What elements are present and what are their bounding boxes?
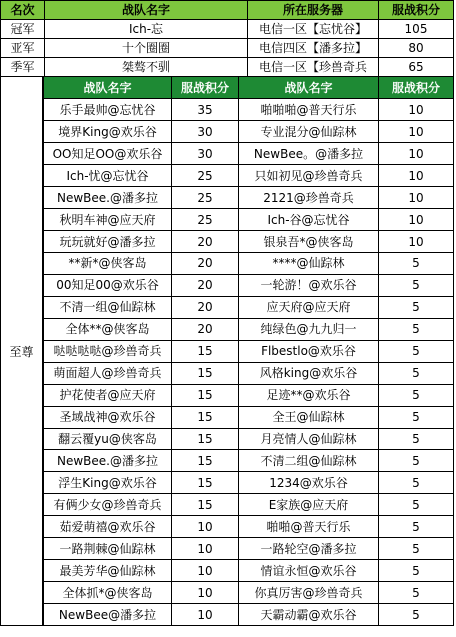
score-cell: 5 bbox=[379, 362, 454, 384]
zhizun-row bbox=[44, 604, 454, 626]
top-header-row bbox=[1, 1, 454, 20]
team-name-cell: 天霸动霸@欢乐谷 bbox=[239, 604, 379, 626]
team-name-cell: 玩玩就好@潘多拉 bbox=[44, 231, 172, 253]
score-cell: 20 bbox=[172, 274, 239, 296]
team-name-cell: 护花使者@应天府 bbox=[44, 384, 172, 406]
zhizun-row bbox=[44, 494, 454, 516]
score-cell: 5 bbox=[379, 253, 454, 275]
score-cell: 15 bbox=[172, 450, 239, 472]
team-name-cell: NewBee。@潘多拉 bbox=[239, 143, 379, 165]
team-name-cell: 萌面超人@珍兽奇兵 bbox=[44, 362, 172, 384]
team-name-cell: ****@仙踪林 bbox=[239, 253, 379, 275]
score-cell: 10 bbox=[379, 209, 454, 231]
server-cell: 电信一区【珍兽奇兵 bbox=[248, 58, 379, 77]
team-name-cell: Ich-谷@忘忧谷 bbox=[239, 209, 379, 231]
score-cell: 10 bbox=[172, 582, 239, 604]
score-cell: 10 bbox=[379, 187, 454, 209]
zhizun-row bbox=[44, 538, 454, 560]
team-name-cell: E家族@应天府 bbox=[239, 494, 379, 516]
team-cell: 十个圈圈 bbox=[45, 39, 248, 58]
rank-cell: 亚军 bbox=[1, 39, 45, 58]
zhizun-row bbox=[44, 472, 454, 494]
team-cell: 桀骜不驯 bbox=[45, 58, 248, 77]
zhizun-row bbox=[44, 340, 454, 362]
zhizun-row bbox=[44, 560, 454, 582]
score-cell: 15 bbox=[172, 428, 239, 450]
zhizun-row bbox=[44, 143, 454, 165]
team-name-cell: 1234@欢乐谷 bbox=[239, 472, 379, 494]
score-cell: 5 bbox=[379, 604, 454, 626]
score-cell: 5 bbox=[379, 560, 454, 582]
team-name-cell: 浮生King@欢乐谷 bbox=[44, 472, 172, 494]
rank-cell: 冠军 bbox=[1, 20, 45, 39]
score-cell: 10 bbox=[172, 604, 239, 626]
score-cell: 10 bbox=[379, 165, 454, 187]
score-cell: 30 bbox=[172, 121, 239, 143]
team-name-cell: 翻云覆yu@侠客岛 bbox=[44, 428, 172, 450]
team-name-cell: 专业混分@仙踪林 bbox=[239, 121, 379, 143]
server-cell: 电信一区【忘忧谷】 bbox=[248, 20, 379, 39]
team-name-cell: 啪啪啪@普天行乐 bbox=[239, 99, 379, 121]
team-name-cell: 茹爱萌禧@欢乐谷 bbox=[44, 516, 172, 538]
score-cell: 10 bbox=[379, 143, 454, 165]
score-cell: 20 bbox=[172, 318, 239, 340]
zhizun-row bbox=[44, 99, 454, 121]
zhizun-row bbox=[44, 274, 454, 296]
score-cell: 10 bbox=[172, 560, 239, 582]
score-cell: 5 bbox=[379, 472, 454, 494]
team-name-cell: 应天府@应天府 bbox=[239, 296, 379, 318]
zhizun-row bbox=[44, 406, 454, 428]
score-cell: 10 bbox=[172, 516, 239, 538]
zhizun-row bbox=[44, 582, 454, 604]
score-cell: 15 bbox=[172, 362, 239, 384]
score-cell: 15 bbox=[172, 406, 239, 428]
score-cell: 5 bbox=[379, 340, 454, 362]
score-cell: 10 bbox=[379, 121, 454, 143]
score-cell: 5 bbox=[379, 296, 454, 318]
team-name-cell: 秋明车神@应天府 bbox=[44, 209, 172, 231]
score-cell: 5 bbox=[379, 516, 454, 538]
score-cell: 25 bbox=[172, 187, 239, 209]
zhizun-section bbox=[0, 77, 454, 626]
score-cell: 10 bbox=[379, 99, 454, 121]
zhizun-row bbox=[44, 384, 454, 406]
zhizun-row bbox=[44, 121, 454, 143]
zhizun-row bbox=[44, 450, 454, 472]
team-name-cell: 月亮情人@仙踪林 bbox=[239, 428, 379, 450]
zhizun-row bbox=[44, 516, 454, 538]
top-header-cell: 所在服务器 bbox=[248, 1, 379, 20]
team-name-cell: 一路荆棘@仙踪林 bbox=[44, 538, 172, 560]
score-cell: 80 bbox=[379, 39, 454, 58]
zhizun-header-cell: 服战积分 bbox=[172, 77, 239, 99]
score-cell: 105 bbox=[379, 20, 454, 39]
zhizun-table bbox=[43, 77, 454, 626]
team-name-cell: 全王@仙踪林 bbox=[239, 406, 379, 428]
team-name-cell: 境界King@欢乐谷 bbox=[44, 121, 172, 143]
score-cell: 15 bbox=[172, 340, 239, 362]
team-name-cell: 不清一组@仙踪林 bbox=[44, 296, 172, 318]
score-cell: 25 bbox=[172, 165, 239, 187]
team-name-cell: 足迹**@欢乐谷 bbox=[239, 384, 379, 406]
score-cell: 5 bbox=[379, 318, 454, 340]
top-ranking-row bbox=[1, 39, 454, 58]
team-name-cell: **新*@侠客岛 bbox=[44, 253, 172, 275]
team-name-cell: 00知足00@欢乐谷 bbox=[44, 274, 172, 296]
score-cell: 5 bbox=[379, 538, 454, 560]
team-name-cell: 你真厉害@珍兽奇兵 bbox=[239, 582, 379, 604]
zhizun-label: 至尊 bbox=[0, 77, 43, 626]
team-name-cell: 最美芳华@仙踪林 bbox=[44, 560, 172, 582]
top-ranking-table bbox=[0, 0, 454, 77]
team-name-cell: OO知足OO@欢乐谷 bbox=[44, 143, 172, 165]
server-cell: 电信四区【潘多拉】 bbox=[248, 39, 379, 58]
team-name-cell: 哒哒哒哒@珍兽奇兵 bbox=[44, 340, 172, 362]
zhizun-row bbox=[44, 296, 454, 318]
team-name-cell: Flbestlo@欢乐谷 bbox=[239, 340, 379, 362]
score-cell: 15 bbox=[172, 472, 239, 494]
score-cell: 5 bbox=[379, 274, 454, 296]
score-cell: 10 bbox=[172, 538, 239, 560]
score-cell: 5 bbox=[379, 494, 454, 516]
team-name-cell: NewBee@潘多拉 bbox=[44, 604, 172, 626]
zhizun-row bbox=[44, 253, 454, 275]
top-header-cell: 战队名字 bbox=[45, 1, 248, 20]
top-ranking-row bbox=[1, 20, 454, 39]
team-name-cell: 一轮游！@欢乐谷 bbox=[239, 274, 379, 296]
team-name-cell: 圣域战神@欢乐谷 bbox=[44, 406, 172, 428]
zhizun-row bbox=[44, 209, 454, 231]
team-name-cell: NewBee.@潘多拉 bbox=[44, 187, 172, 209]
zhizun-row bbox=[44, 362, 454, 384]
team-cell: Ich-忘 bbox=[45, 20, 248, 39]
team-name-cell: 纯绿色@九九归一 bbox=[239, 318, 379, 340]
team-name-cell: 2121@珍兽奇兵 bbox=[239, 187, 379, 209]
score-cell: 5 bbox=[379, 428, 454, 450]
score-cell: 5 bbox=[379, 384, 454, 406]
score-cell: 15 bbox=[172, 494, 239, 516]
team-name-cell: NewBee.@潘多拉 bbox=[44, 450, 172, 472]
zhizun-header-cell: 战队名字 bbox=[239, 77, 379, 99]
score-cell: 15 bbox=[172, 384, 239, 406]
score-cell: 5 bbox=[379, 406, 454, 428]
top-ranking-row bbox=[1, 58, 454, 77]
team-name-cell: 全体**@侠客岛 bbox=[44, 318, 172, 340]
score-cell: 35 bbox=[172, 99, 239, 121]
top-header-cell: 服战积分 bbox=[379, 1, 454, 20]
score-cell: 25 bbox=[172, 209, 239, 231]
score-cell: 5 bbox=[379, 582, 454, 604]
top-header-cell: 名次 bbox=[1, 1, 45, 20]
score-cell: 30 bbox=[172, 143, 239, 165]
team-name-cell: 乐手最帅@忘忧谷 bbox=[44, 99, 172, 121]
zhizun-row bbox=[44, 165, 454, 187]
rank-cell: 季军 bbox=[1, 58, 45, 77]
zhizun-row bbox=[44, 187, 454, 209]
score-cell: 65 bbox=[379, 58, 454, 77]
zhizun-row bbox=[44, 318, 454, 340]
zhizun-row bbox=[44, 231, 454, 253]
team-name-cell: 一路轮空@潘多拉 bbox=[239, 538, 379, 560]
team-name-cell: 风格king@欢乐谷 bbox=[239, 362, 379, 384]
team-name-cell: 情谊永恒@欢乐谷 bbox=[239, 560, 379, 582]
zhizun-header-row bbox=[44, 77, 454, 99]
score-cell: 10 bbox=[379, 231, 454, 253]
score-cell: 20 bbox=[172, 296, 239, 318]
team-name-cell: 不清二组@仙踪林 bbox=[239, 450, 379, 472]
team-name-cell: 只如初见@珍兽奇兵 bbox=[239, 165, 379, 187]
team-name-cell: 全体抓*@侠客岛 bbox=[44, 582, 172, 604]
zhizun-row bbox=[44, 428, 454, 450]
score-cell: 5 bbox=[379, 450, 454, 472]
score-cell: 20 bbox=[172, 253, 239, 275]
score-cell: 20 bbox=[172, 231, 239, 253]
team-name-cell: 银泉吾*@侠客岛 bbox=[239, 231, 379, 253]
team-name-cell: 有俩少女@珍兽奇兵 bbox=[44, 494, 172, 516]
zhizun-header-cell: 战队名字 bbox=[44, 77, 172, 99]
team-name-cell: 啪啪@普天行乐 bbox=[239, 516, 379, 538]
zhizun-header-cell: 服战积分 bbox=[379, 77, 454, 99]
team-name-cell: Ich-忧@忘忧谷 bbox=[44, 165, 172, 187]
